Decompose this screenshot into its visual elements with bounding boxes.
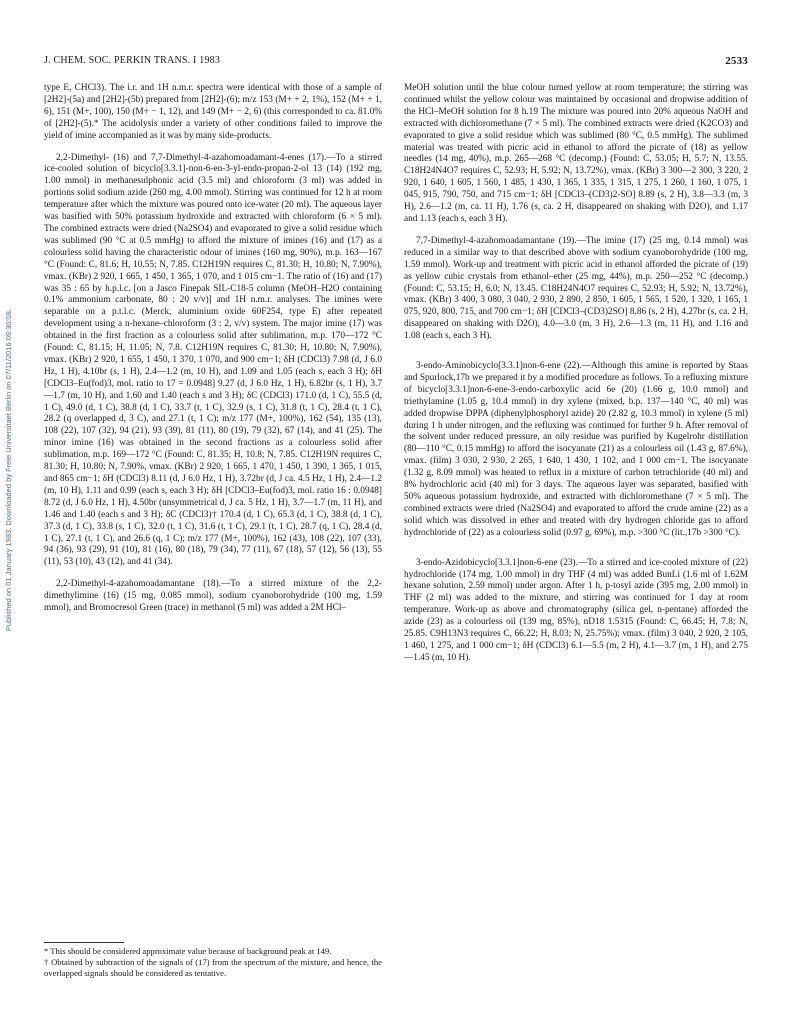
right-column: [404, 83, 748, 665]
footnote: † Obtained by subtraction of the signals of (17) from the spectrum of the mixture, and hence, the overlapped signals should be considered as tentative.: [44, 956, 382, 978]
paragraph: 2,2-Dimethyl- (16) and 7,7-Dimethyl-4-azahomoadamant-4-enes (17).—To a stirred ice-cooled solution of bicyclo[3.3.1]-non-6-en-3-yl-endo-propan-2-ol 13 (14) (192 mg, 1.00 mmol) in methanesulphonic acid (3.5 ml) and chloroform (3 ml) was added in portions solid sodium azide (260 mg, 4.00 mmol). Stirring was continued for 12 h at room temperature after which the mixture was poured onto ice-water (20 ml). The aqueous layer was basified with 50% potassium hydroxide and extracted with chloroform (6 × 5 ml). The combined extracts were dried (Na2SO4) and evaporated to give a solid residue which was sublimed (90 °C at 0.5 mmHg) to afford the mixture of imines (16) and (17) as a colourless solid having the characteristic odour of imines (160 mg, 90%), m.p. 163—167 °C (Found: C, 81.6; H, 10.55; N, 7.85. C12H19N requires C, 81.30; H, 10.80; N, 7.90%), νmax. (KBr) 2 920, 1 665, 1 450, 1 365, 1 070, and 1 015 cm−1. The ratio of (16) and (17) was 35 : 65 by h.p.l.c. [on a Jasco Finepak SIL-C18-5 column (MeOH–H2O containing 0.1% ammonium carbonate, 80 : 20 v/v)] and 1H n.m.r. analyses. The imines were separable on a p.t.l.c. (Merck, aluminium oxide 60F254, type E) after repeated development using a n-hexane–chloroform (3 : 2, v/v) system. The major imine (17) was obtained in the first fraction as a colourless solid after sublimation, m.p. 170—172 °C (Found: C, 81.15; H, 11.05; N, 7.8. C12H19N requires C, 81.30; H, 10.80; N, 7.90%), νmax. (KBr) 2 920, 1 655, 1 450, 1 370, 1 070, and 900 cm−1; δH (CDCl3) 7.98 (d, J 6.0 Hz, 1 H), 4.10br (s, 1 H), 2.4—1.2 (m, 10 H), and 1.09 and 1.05 (each s, each 3 H); δH [CDCl3–Eu(fod)3, mol. ratio to 17 = 0.0948] 9.27 (d, J 6.0 Hz, 1 H), 6.82br (s, 1 H), 3.7—1.7 (m, 10 H), and 1.60 and 1.40 (each s and 3 H); δC (CDCl3) 171.0 (d, 1 C), 55.5 (d, 1 C), 49.0 (d, 1 C), 38.8 (d, 1 C), 33.7 (t, 1 C), 32.9 (s, 1 C), 31.8 (t, 1 C), 28.4 (t, 1 C), 28.2 (q overlapped d, 3 C), and 27.1 (t, 1 C); m/z 177 (M+, 100%), 162 (54), 135 (13), 108 (22), 107 (32), 94 (21), 93 (39), 81 (11), 80 (19), 79 (32), 67 (14), and 41 (25). The minor imine (16) was obtained in the second fractions as a colourless solid after sublimation, m.p. 169—172 °C (Found: C, 81.35; H, 10.8; N, 7.85. C12H19N requires C, 81.30; H, 10.80; N, 7.90%, νmax. (KBr) 2 920, 1 665, 1 470, 1 450, 1 390, 1 365, 1 015, and 865 cm−1; δH (CDCl3) 8.11 (d, J 6.0 Hz, 1 H), 3.72br (d, J ca. 4.5 Hz, 1 H), 2.4—1.2 (m, 10 H), 1.11 and 0.99 (each s, each 3 H); δH [CDCl3–Eu(fod)3, mol. ratio 16 : 0.0948] 8.72 (d, J 6.0 Hz, 1 H), 4.50br (unsymmetrical d, J ca. 5 Hz, 1 H), 3.7—1.7 (m, 11 H), and 1.46 and 1.40 (each s and 3 H); δC (CDCl3)† 170.4 (d, 1 C), 65.3 (d, 1 C), 38.8 (d, 1 C), 37.3 (d, 1 C), 33.8 (s, 1 C), 32.0 (t, 1 C), 31.6 (t, 1 C), 29.1 (t, 1 C), 28.7 (q, 1 C), 28.4 (d, 1 C), 27.1 (t, 1 C), and 26.6 (q, 1 C); m/z 177 (M+, 100%), 162 (43), 108 (22), 107 (33), 94 (36), 93 (29), 91 (10), 81 (16), 80 (18), 79 (34), 77 (11), 67 (18), 57 (12), 56 (13), 55 (11), 53 (10), 43 (12), and 41 (34).: [44, 152, 382, 568]
footnote: * This should be considered approximate value because of background peak at 149.: [44, 946, 332, 956]
paragraph: 3-endo-Azidobicyclo[3.3.1]non-6-ene (23).—To a stirred and ice-cooled mixture of (22) hydrochloride (174 mg, 1.00 mmol) in dry THF (4 ml) was added BunLi (1.6 ml of 1.62M hexane solution, 2.59 mmol) under argon. After 1 h, p-tosyl azide (395 mg, 2.00 mmol) in THF (2 ml) was added to the mixture, and stirring was continued for 1 day at room temperature. Work-up as above and chromatography (silica gel, n-pentane) afforded the azide (23) as a colourless oil (139 mg, 85%), nD18 1.5315 (Found: C, 66.45; H, 7.8; N, 25.85. C9H13N3 requires C, 66.22; H, 8.03; N, 25.75%); νmax. (film) 3 040, 2 920, 2 105, 1 460, 1 275, and 1 000 cm−1; δH (CDCl3) 6.1—5.5 (m, 2 H), 4.1—3.7 (m, 1 H), and 2.75—1.45 (m, 10 H).: [404, 557, 748, 663]
paragraph: 7,7-Dimethyl-4-azahomoadamantane (19).—The imine (17) (25 mg, 0.14 mmol) was reduced in a similar way to that described above with sodium cyanoborohydride (100 mg, 1.59 mmol). Work-up and treatment with picric acid in ethanol afforded the picrate of (19) as yellow cubic crystals from ethanol–ether (25 mg, 44%), m.p. 250—252 °C (decomp.) (Found: C, 53.15; H, 6.0; N, 13.45. C18H24N4O7 requires C, 52.93; H, 5.92; N, 13.72%), νmax. (KBr) 3 400, 3 080, 3 040, 2 930, 2 890, 2 850, 1 605, 1 565, 1 520, 1 320, 1 165, 1 075, 920, 800, 715, and 700 cm−1; δH [CDCl3–(CD3)2SO] 8.86 (s, 2 H), 4.27br (s, ca. 2 H, disappeared on shaking with D2O), 4.0—3.0 (m, 3 H), 2.6—1.3 (m, 11 H), and 1.16 and 1.08 (each s, each 3 H).: [404, 235, 748, 342]
paragraph: MeOH solution until the blue colour turned yellow at room temperature; the stirring was continued whilst the yellow colour was maintained by occasional and dropwise addition of the HCl–MeOH solution for 8 h.19 The mixture was poured into 20% aqueous NaOH and extracted with dichloromethane (7 × 5 ml). The combined extracts were dried (K2CO3) and evaporated to give a solid residue which was sublimed (80 °C, 0.5 mmHg). The sublimed material was treated with picric acid in ethanol to afford the picrate of (18) as yellow needles (14 mg, 40%), m.p. 265—268 °C (decomp.) (Found: C, 53.05; H, 5.7; N, 13.55. C18H24N4O7 requires C, 52.93; H, 5.92; N, 13.72%), νmax. (KBr) 3 300—2 300, 3 220, 2 920, 1 640, 1 605, 1 560, 1 485, 1 430, 1 365, 1 335, 1 315, 1 275, 1 260, 1 160, 1 075, 1 045, 915, 790, 750, and 715 cm−1; δH [CDCl3–(CD3)2-SO] 8.89 (s, 2 H), 3.8—3.3 (m, 3 H), 2.6—1.2 (m, ca. 11 H), 1.76 (s, ca. 2 H, disappeared on shaking with D2O), and 1.17 and 1.13 (each s, each 3 H).: [404, 83, 748, 224]
paragraph: 3-endo-Aminobicyclo[3.3.1]non-6-ene (22).—Although this amine is reported by Staas and Spurlock,17b we prepared it by a modified procedure as follows. To a refluxing mixture of bicyclo[3.3.1]non-6-ene-3-endo-carboxylic acid 6e (20) (1.66 g, 10.0 mmol) and triethylamine (1.05 g, 10.4 mmol) in dry xylene (mixed, b.p. 137—140 °C, 40 ml) was added dropwise DPPA (diphenylphosphoryl azide) 20 (2.82 g, 10.3 mmol) in xylene (5 ml) during 1 h under nitrogen, and the refluxing was continued for further 9 h. After removal of the solvent under reduced pressure, an oily residue was purified by Kugelrohr distillation (80—110 °C, 0.15 mmHg) to afford the isocyanate (21) as a colourless oil (1.43 g, 87.6%), νmax. (film) 3 030, 2 930, 2 265, 1 640, 1 430, 1 102, and 1 000 cm−1. The isocyanate (1.32 g, 8.09 mmol) was heated to reflux in a mixture of carbon tetrachloride (40 ml) and 8% hydrochloric acid (40 ml) for 3 days. The aqueous layer was separated, basified with 50% aqueous potassium hydroxide, and extracted with dichloromethane (7 × 5 ml). The combined extracts were dried (Na2SO4) and evaporated to afford the crude amine (22) as a solid which was dissolved in ether and treated with dry hydrogen chloride gas to afford hydrochloride of (22) as a colourless solid (0.97 g, 69%), m.p. >300 °C (lit.,17b >300 °C).: [404, 361, 748, 538]
left-column: [44, 83, 382, 615]
footnotes: [44, 942, 382, 978]
paragraph: 2,2-Dimethyl-4-azahomoadamantane (18).—To a stirred mixture of the 2,2-dimethylimine (16) (15 mg, 0.085 mmol), sodium cyanoborohydride (100 mg, 1.59 mmol), and Bromocresol Green (trace) in methanol (5 ml) was added a 2M HCl–: [44, 579, 382, 614]
journal-title: J. CHEM. SOC. PERKIN TRANS. I 1983: [44, 55, 221, 66]
download-watermark: [2, 120, 14, 820]
footnote-rule: [44, 942, 124, 943]
download-watermark-text: Published on 01 January 1983. Downloaded by Freie Universitaet Berlin on 07/11/2016 09:30:08.: [3, 308, 13, 632]
page-number: 2533: [725, 55, 748, 67]
paragraph: type E, CHCl3). The i.r. and 1H n.m.r. spectra were identical with those of a sample of [2H2]-(5a) and [2H2]-(5b) prepared from [2H2]-(6); m/z 153 (M+ + 2, 1%), 152 (M+ + 1, 6), 151 (M+, 100), 150 (M+ − 1, 12), and 149 (M+ − 2, 6) (this corresponded to ca. 81.0% of [2H2]-(5).* The acidolysis under a variety of other conditions failed to improve the yield of imine accompanied as it was by many side-products.: [44, 83, 382, 141]
page-header: [44, 55, 748, 69]
